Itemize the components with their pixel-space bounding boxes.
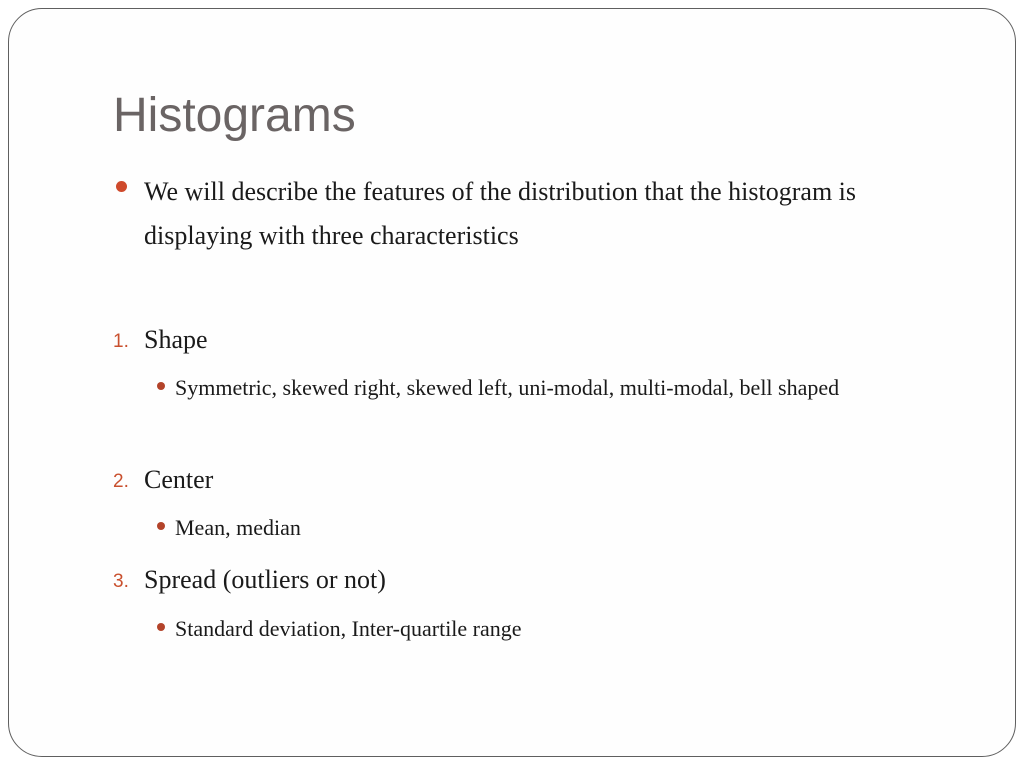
sub-bullet-dot-icon — [157, 382, 165, 390]
sub-bullet-dot-icon — [157, 522, 165, 530]
sub-bullet-dot-icon — [157, 623, 165, 631]
item-detail-center: Mean, median — [175, 515, 301, 540]
item-detail-spread: Standard deviation, Inter-quartile range — [175, 616, 522, 641]
slide-title: Histograms — [113, 89, 356, 142]
item-label-center: Center — [144, 465, 214, 494]
bullet-dot-icon — [116, 181, 127, 192]
item-number-2: 2. — [113, 471, 129, 492]
item-number-3: 3. — [113, 571, 129, 592]
item-detail-shape: Symmetric, skewed right, skewed left, uni-modal, multi-modal, bell shaped — [175, 375, 840, 400]
item-number-1: 1. — [113, 331, 129, 352]
intro-paragraph: We will describe the features of the distribution that the histogram is displaying with three characteristics — [144, 177, 857, 250]
item-label-shape: Shape — [144, 325, 208, 354]
item-label-spread: Spread (outliers or not) — [144, 565, 386, 594]
